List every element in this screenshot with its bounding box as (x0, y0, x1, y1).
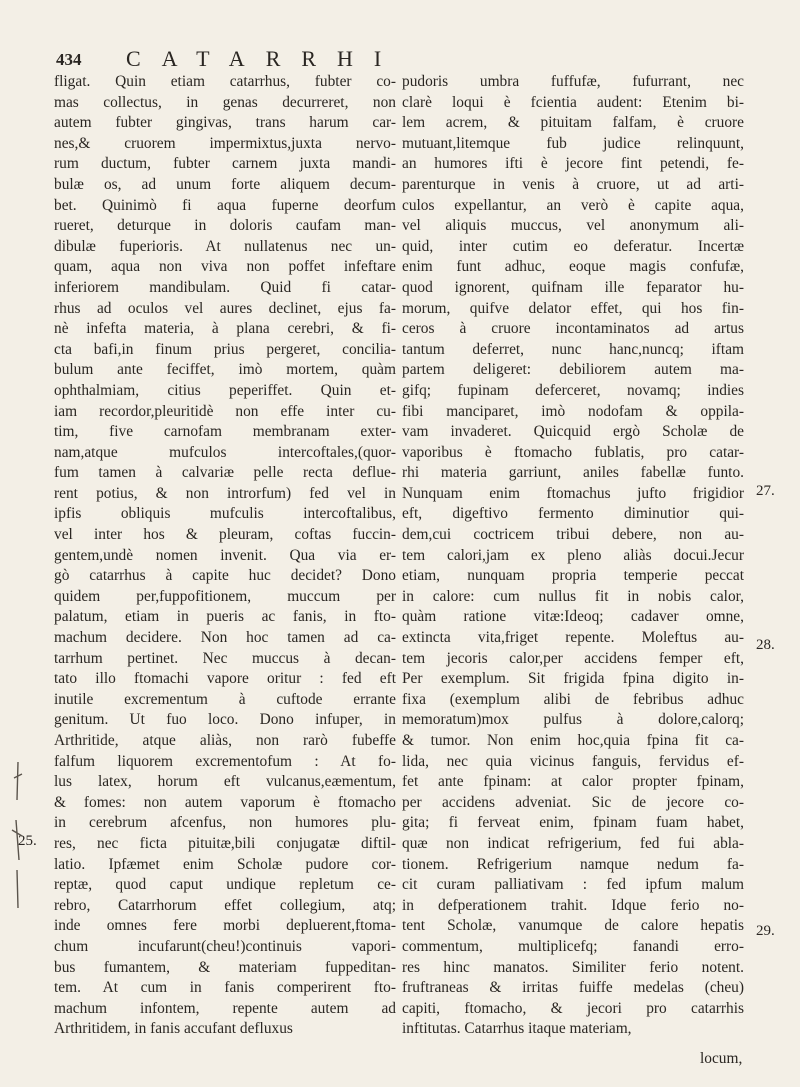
text-line: cta bafi,in finum prius pergeret, concilia- (54, 340, 396, 358)
text-line: falfum liquorem excrementofum : At fo- (54, 752, 396, 770)
text-line: palatum, etiam in pueris ac fanis, in fto- (54, 608, 396, 626)
text-line: fet ante fpinam: at calor propter fpinam, (402, 773, 744, 791)
text-line: lus latex, horum eft vulcanus,eæmentum, (54, 773, 396, 791)
text-line: rebro, Catarrhorum effet collegium, atq; (54, 896, 396, 914)
text-line: culos expellantur, an verò è capite aqua, (402, 196, 744, 214)
text-line: inferiorem mandibulam. Quid fi catar- (54, 278, 396, 296)
text-line: Arthritide, atque aliàs, non rarò fubeffe (54, 732, 396, 749)
text-line: vaporibus è ftomacho fublatis, pro catar- (402, 443, 744, 461)
text-line: Arthritidem, in fanis accufant defluxus (54, 1020, 293, 1038)
text-line: machum infontem, repente autem ad (54, 999, 396, 1017)
text-line: nes,& cruorem impermixtus,juxta nervo- (54, 134, 396, 152)
text-line: pudoris umbra fuffufæ, fufurrant, nec (402, 73, 744, 90)
text-line: rent potius, & non introrfum) fed vel in (54, 484, 396, 502)
text-line: nè infefta materia, à plana cerebri, & fi- (54, 320, 396, 338)
text-line: ceros à cruore incontaminatos ad artus (402, 320, 744, 338)
text-line: quam, aqua non viva non poffet infeftare (54, 258, 396, 276)
margin-note-27: 27. (756, 483, 775, 499)
text-line: mutuant,litemque fub judice relinquunt, (402, 134, 744, 152)
text-line: in calore: cum nullus fit in nobis calor, (402, 587, 744, 605)
text-line: & tumor. Non enim hoc,quia fpina fit ca- (402, 732, 744, 749)
text-line: rhus ad oculos vel aures declinet, ejus fa- (54, 299, 396, 317)
text-line: Per exemplum. Sit frigida fpina digito in- (402, 670, 744, 688)
text-line: rhi materia garriunt, aniles fabellæ funto. (402, 464, 744, 482)
text-line: bet. Quinimò fi aqua fuperne deorfum (54, 196, 396, 214)
text-line: inutile excrementum à cuftode errante (54, 690, 396, 708)
text-line: partem deligeret: debiliorem autem ma- (402, 361, 744, 379)
text-line: res hinc manatos. Similiter ferio notent. (402, 958, 744, 976)
page-header (56, 46, 760, 74)
page-number: 434 (56, 50, 82, 69)
text-line: tarrhum pertinet. Nec muccus à decan- (54, 649, 396, 667)
text-line: machum decidere. Non hoc tamen ad ca- (54, 629, 396, 647)
text-line: bus fumantem, & materiam fuppeditan- (54, 958, 396, 976)
text-line: quàm ratione vitæ:Ideoq; cadaver omne, (402, 608, 744, 626)
text-line: rum ductum, fubter carnem juxta mandi- (54, 155, 396, 173)
text-line: quidem per,fuppofitionem, muccum per (54, 587, 396, 605)
text-line: inftitutas. Catarrhus itaque materiam, (402, 1020, 632, 1038)
text-line: lida, nec quia vicinus fanguis, fervidus ef- (402, 752, 744, 770)
text-line: inde omnes fere morbi depluerent,ftoma- (54, 917, 396, 935)
text-line: tem jecoris calor,per accidens femper eft, (402, 649, 744, 667)
text-line: capiti, ftomacho, & jecori pro catarrhis (402, 999, 744, 1017)
text-line: vel aliquis muccus, vel anonymum ali- (402, 217, 744, 235)
text-line: lem acrem, & pituitam falfam, è cruore (402, 114, 744, 132)
text-line: bulæ os, ad unum forte aliquem decum- (54, 175, 396, 193)
text-line: ipfis obliquis mufculis intercoftalibus, (54, 505, 396, 523)
text-line: ophthalmiam, citius peperiffet. Quin et- (54, 381, 396, 399)
text-line: etiam, nunquam propria temperie peccat (402, 567, 744, 585)
text-line: fibi manciparet, imò nodofam & oppila- (402, 402, 744, 420)
text-line: & fomes: non autem vaporum è ftomacho (54, 793, 396, 811)
text-line: commentum, multiplicefq; fanandi erro- (402, 937, 744, 955)
text-line: autem fubter gingivas, trans harum car- (54, 114, 396, 132)
text-line: dibulæ fuperioris. At nullatenus nec un- (54, 237, 396, 255)
text-line: clarè loqui è fcientia audent: Etenim bi- (402, 93, 744, 111)
text-line: eft, digeftivo fermento diminutior qui- (402, 505, 744, 523)
margin-note-28: 28. (756, 637, 775, 653)
text-line: tem. At cum in fanis comperirent fto- (54, 979, 396, 997)
text-line: nam,atque mufculos intercoftales,(quor- (54, 443, 396, 461)
text-line: fligat. Quin etiam catarrhus, fubter co- (54, 73, 396, 90)
text-line: genitum. Ut fuo loco. Dono infuper, in (54, 711, 396, 729)
text-line: tionem. Refrigerium namque nedum fa- (402, 855, 744, 873)
text-line: cit curam palliativam : fed ipfum malum (402, 876, 744, 894)
margin-note-25: 25. (18, 833, 37, 849)
text-line: reptæ, quod caput undique repletum ce- (54, 876, 396, 894)
text-line: bulum ante feciffet, imò mortem, quàm (54, 361, 396, 379)
text-line: gifq; fupinam deferceret, novamq; indies (402, 381, 744, 399)
text-line: in cerebrum afcenfus, non humores plu- (54, 814, 396, 832)
text-line: morum, quifve delator effet, qui hos fin- (402, 299, 744, 317)
text-line: dem,cui coctricem tribui debere, non au- (402, 526, 744, 544)
text-line: tent Scholæ, vanumque de calore hepatis (402, 917, 744, 935)
text-line: tem calori,jam ex pleno aliàs docui.Jecur (402, 546, 744, 564)
text-line: vam invaderet. Quicquid ergò Scholæ de (402, 423, 744, 441)
text-line: fruftraneas & irritas fuiffe medelas (cheu) (402, 979, 744, 997)
text-line: gentem,undè nomen invenit. Qua via er- (54, 546, 396, 564)
left-text-column (54, 72, 396, 1040)
text-line: quæ non indicat refrigerium, fed fui abla- (402, 834, 744, 852)
text-line: extincta vita,friget repente. Moleftus au- (402, 629, 744, 647)
text-line: vel inter hos & pleuram, coftas fuccin- (54, 526, 396, 544)
text-line: quod ignorent, quifnam ille feparator hu- (402, 278, 744, 296)
text-line: gò catarrhus à capite huc decidet? Dono (54, 567, 396, 585)
text-line: fixa (exemplum alibi de febribus adhuc (402, 690, 744, 708)
handwritten-ink-mark (6, 760, 30, 910)
text-line: iam recordor,pleuritidè non effe inter cu- (54, 402, 396, 420)
text-line: gita; fi ferveat enim, fpinam fuam habet, (402, 814, 744, 832)
text-line: fum tamen à calvariæ pelle recta deflue- (54, 464, 396, 482)
text-line: tato illo ftomachi vapore oritur : fed eft (54, 670, 396, 688)
text-line: in defperationem trahit. Idque ferio no- (402, 896, 744, 914)
text-line: parenturque in venis à cruore, ut ad arti- (402, 175, 744, 193)
text-line: res, nec ficta pituitæ,bili conjugatæ diftil- (54, 834, 396, 852)
text-line: per accidens adveniat. Sic de jecore co- (402, 793, 744, 811)
right-text-column (402, 72, 744, 1040)
text-line: chum incufarunt(cheu!)continuis vapori- (54, 937, 396, 955)
text-line: tantum deferret, nunc hanc,nuncq; iftam (402, 340, 744, 358)
text-line: memoratum)mox pulfus à dolore,calorq; (402, 711, 744, 729)
text-line: an humores ifti è jecore fint petendi, fe- (402, 155, 744, 173)
catchword: locum, (700, 1050, 743, 1067)
text-line: rueret, deturque in doloris caufam man- (54, 217, 396, 235)
text-line: tim, five carnofam membranam exter- (54, 423, 396, 441)
running-title: CATARRHI (126, 46, 403, 71)
text-line: enim funt adhuc, eoque magis confufæ, (402, 258, 744, 276)
text-line: latio. Ipfæmet enim Scholæ pudore cor- (54, 855, 396, 873)
text-line: Nunquam enim ftomachus jufto frigidior (402, 484, 744, 502)
text-line: quid, inter cutim eo deferatur. Incertæ (402, 237, 744, 255)
margin-note-29: 29. (756, 923, 775, 939)
text-line: mas collectus, in genas decurreret, non (54, 93, 396, 111)
